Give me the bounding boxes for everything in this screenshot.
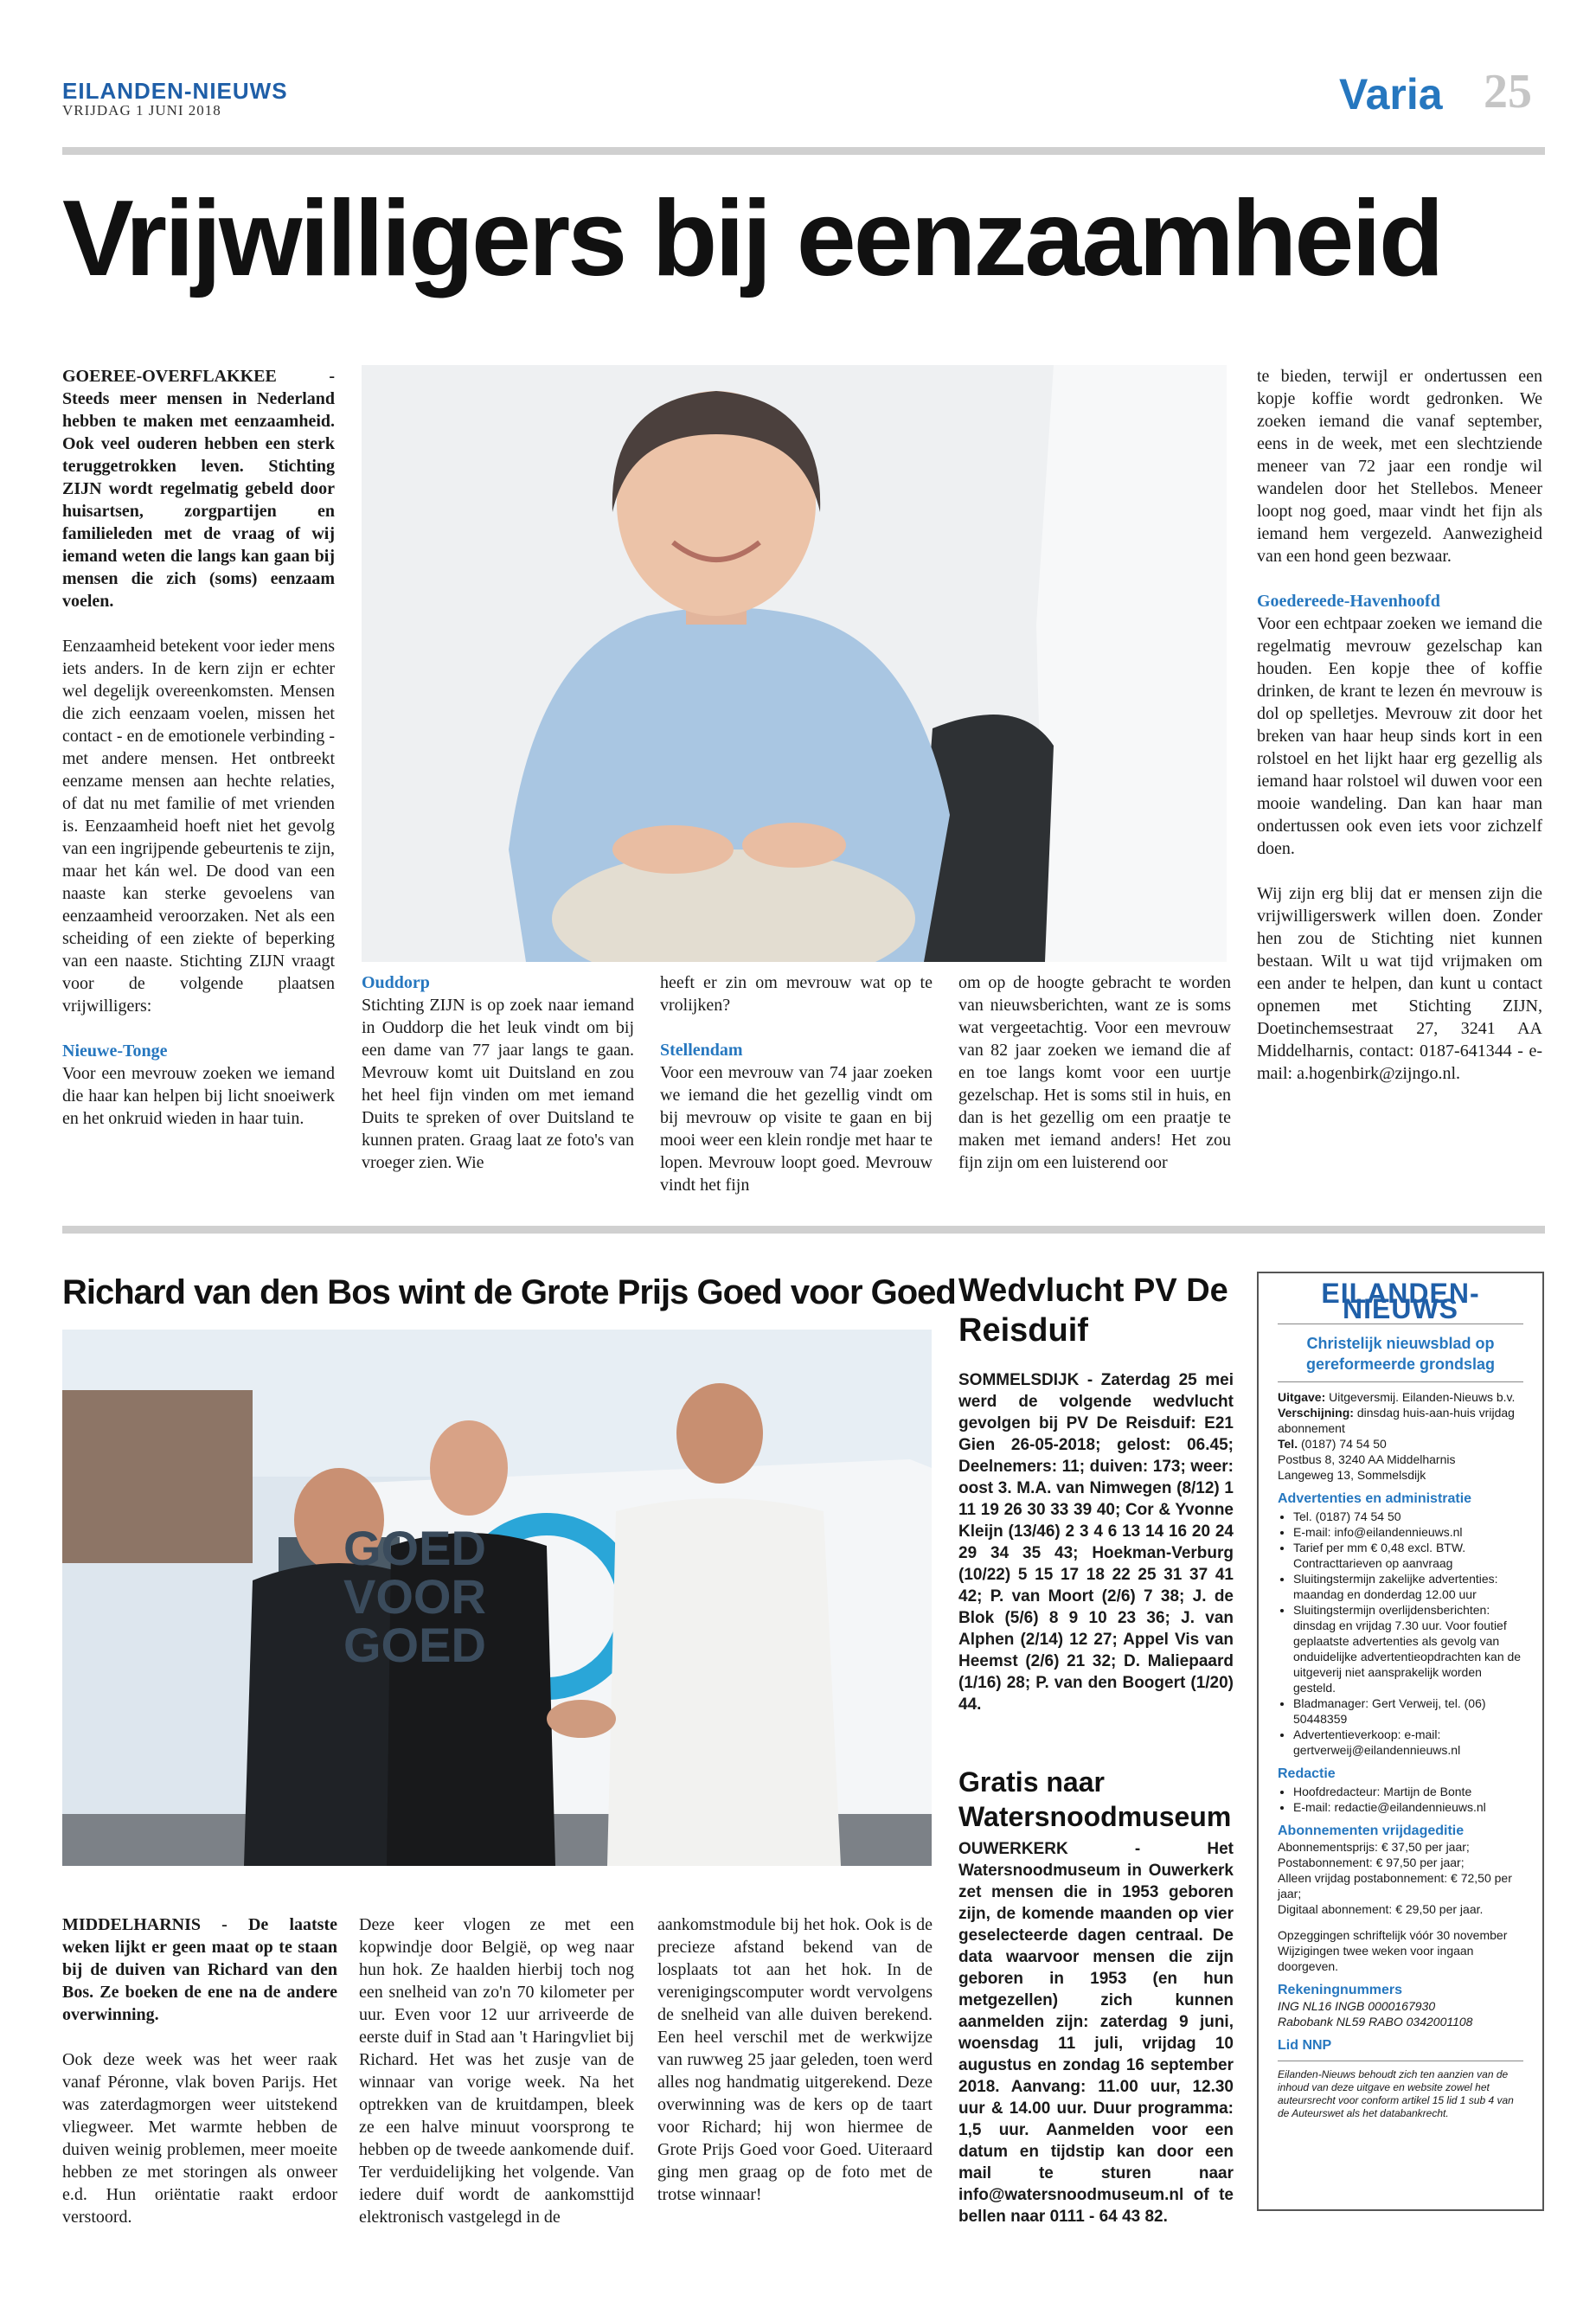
article4-body: OUWERKERK - Het Watersnoodmuseum in Ouwerkerk zet mensen die in 1953 geboren zijn, de komende maanden op vier geselecteerde dagen centraal. De data waarvoor mensen die zijn geboren in 1953 (en hun metgezellen) zich kunnen aanmelden zijn: zaterdag 9 juni, woensdag 11 juli, vrijdag 10 augustus en zondag 16 september 2018. Aanvang: 11.00 uur, 12.30 uur & 14.00 uur. Duur programma: 1,5 uur. Aanmelden voor een datum en tijdstip kan door een mail te sturen naar info@watersnoodmuseum.nl of te bellen naar 0111 - 64 43 82. [958,1840,1234,2226]
article1-lede: GOEREE-OVERFLAKKEE - Steeds meer mensen in Nederland hebben te maken met eenzaamheid. Ook veel ouderen hebben een sterk teruggetrokken leven. Stichting ZIJN wordt regelmatig gebeld door huisartsen, zorgpartijen en familieleden met de vraag of wij iemand weten die langs kan gaan bij mensen die zich (soms) eenzaam voelen. [62,367,335,611]
redactie-item: • E-mail: redactie@eilandennieuws.nl [1293,1799,1523,1815]
uitgave-label: Uitgave: [1278,1390,1326,1404]
address-line-2: Langeweg 13, Sommelsdijk [1278,1468,1426,1482]
tel-label: Tel. [1278,1437,1298,1451]
article2-headline: Richard van den Bos wint de Grote Prijs Goed voor Goed [62,1273,956,1311]
article1-body: Eenzaamheid betekent voor ieder mens iets anders. In de kern zijn er echter wel degelijk overeenkomsten. Mensen die zich eenzaam voelen, missen het contact - en de emotionele verbinding - met andere mensen. Het ontbreekt eenzame mensen aan hechte relaties, of dat nu met familie of met vrienden is. Eenzaamheid hoeft niet het gevolg van een ingrijpende gebeurtenis te zijn, maar het kán wel. De dood van een naaste kan sterke gevoelens van eenzaamheid veroorzaken. Net als een scheiding of een ziekte of beperking van een naaste. Stichting ZIJN vraagt voor de volgende plaatsen vrijwilligers: [62,637,335,1016]
article2-body-3: aankomstmodule bij het hok. Ook is de precieze afstand bekend van de losplaats tot aan het hok. In de verenigingscomputer wordt vervolgens de snelheid van alle duiven berekend. Een heel verschil met de werkwijze van ruwweg 25 jaar geleden, toen werd alles nog handmatig uitgerekend. Deze overwinning was de kers op de taart voor Richard; hij won hiermee de Grote Prijs Goed voor Goed. Uiteraard ging men graag op de foto met de trotse winnaar! [657,1915,933,2204]
adv-list [1278,1509,1523,1758]
adv-item: • Tel. (0187) 74 54 50 [1293,1509,1523,1524]
article3-body: SOMMELSDIJK - Zaterdag 25 mei werd de volgende wedvlucht gevolgen bij PV De Reisduif: E21 Gien 26-05-2018; gelost: 06.45; Deelnemers: 11; duiven: 173; weer: oost 3. M.A. van Nimwegen (8/12) 1 11 19 26 30 33 39 40; Cor & Yvonne Kleijn (13/46) 2 3 4 6 13 14 16 20 24 29 34 35 43; Hoekman-Verburg (10/22) 5 15 17 18 22 25 31 37 41 42; P. van Moort (2/6) 7 38; J. de Blok (5/6) 8 9 10 23 36; J. van Alphen (2/14) 12 27; Appel Vis van Heemst (2/6) 21 32; D. Maliepaard (1/16) 28; P. van den Boogert (1/20) 44. [958,1371,1234,1714]
adv-item: • Advertentieverkoop: e-mail: gertverweij@eilandennieuws.nl [1293,1727,1523,1758]
tel-value: (0187) 74 54 50 [1300,1437,1387,1451]
middle-rule [62,1226,1545,1234]
van-word-2: VOOR [343,1569,486,1624]
subhead-goedereede-havenhoofd: Goedereede-Havenhoofd [1257,592,1440,611]
article1-col3-text1: heeft er zin om mevrouw wat op te vrolijken? [660,973,933,1015]
redactie-title: Redactie [1278,1766,1336,1781]
article-headline: Vrijwilligers bij eenzaamheid [62,179,1442,298]
article1-col5-text1: te bieden, terwijl er ondertussen een kopje koffie wordt gedronken. We zoeken iemand die vanaf september, eens in de week, met een slechtziende meneer van 72 jaar een rondje wil wandelen door het Stellebos. Meneer loopt nog goed, maar vindt het fijn als iemand hem vergezeld. Aanwezigheid van een hond geen bezwaar. [1257,367,1542,566]
page-number: 25 [1484,65,1532,119]
van-word-3: GOED [343,1618,486,1672]
adv-item: • Sluitingstermijn overlijdensberichten: dinsdag en vrijdag 7.30 uur. Voor foutief geplaatste advertenties als gevolg van onduidelijke advertentieopdrachten kan de uitgeverij niet aansprakelijk worden gesteld. [1293,1602,1523,1695]
article2-lede: MIDDELHARNIS - De laatste weken lijkt er geen maat op te staan bij de duiven van Richard van den Bos. Ze boeken de ene na de andere overwinning. [62,1915,337,2024]
abo-note: Wijzigingen twee weken voor ingaan doorgeven. [1278,1944,1474,1973]
redactie-list [1278,1784,1523,1815]
photo-pigeon-winners [62,1330,932,1866]
verschijning-label: Verschijning: [1278,1406,1354,1420]
article1-nieuwe-tonge-text: Voor een mevrouw zoeken we iemand die haar kan helpen bij licht snoeiwerk en het onkruid wieden in haar tuin. [62,1064,335,1128]
article1-column-1 [62,365,335,1152]
address-line-1: Postbus 8, 3240 AA Middelharnis [1278,1452,1456,1466]
abo-note: Opzeggingen schriftelijk vóór 30 november [1278,1928,1508,1942]
verschijning-value: dinsdag huis-aan-huis vrijdag abonnement [1278,1406,1515,1435]
article1-column-2 [362,971,634,1196]
section-label: Varia [1339,70,1443,119]
adv-item: • Sluitingstermijn zakelijke advertenties: maandag en donderdag 12.00 uur [1293,1571,1523,1602]
abo-line: Abonnementsprijs: € 37,50 per jaar; [1278,1840,1470,1854]
colophon-tagline: Christelijk nieuwsblad op gereformeerde grondslag [1305,1335,1496,1373]
article2-column-2 [359,1913,634,2251]
rekening-title: Rekeningnummers [1278,1983,1403,1997]
article2-body-1: Ook deze week was het weer raak vanaf Péronne, vlak boven Parijs. Het was zaterdagmorgen weer uitstekend vliegweer. Met warmte hebben de duiven weinig problemen, meer moeite hebben ze met storingen als onweer e.d. Hun oriëntatie raakt erdoor verstoord. [62,2050,337,2227]
abonnementen-title: Abonnementen vrijdageditie [1278,1823,1465,1838]
rekening-line: ING NL16 INGB 0000167930 [1278,1999,1436,2013]
article3-headline: Wedvlucht PV De Reisduif [958,1272,1228,1349]
abo-line: Alleen vrijdag postabonnement: € 72,50 per jaar; [1278,1871,1512,1900]
adv-item: • Tarief per mm € 0,48 excl. BTW. Contracttarieven op aanvraag [1293,1540,1523,1571]
adv-title: Advertenties en administratie [1278,1491,1472,1506]
van-word-1: GOED [343,1521,486,1575]
colophon-logo: EILANDEN-NIEUWS [1321,1278,1480,1324]
subhead-nieuwe-tonge: Nieuwe-Tonge [62,1042,168,1061]
subhead-ouddorp: Ouddorp [362,973,430,992]
article1-column-3 [660,971,933,1219]
lid-nnp: Lid NNP [1278,2038,1332,2053]
article1-col4-text: om op de hoogte gebracht te worden van nieuwsberichten, want ze is soms wat vergeetachtig. Voor een mevrouw van 82 jaar zoeken we iemand die af en toe langs komt voor een uurtje gezelschap. Het is soms stil in huis, en dan is het gezellig om een praatje te maken met iemand anders! Het zou fijn zijn om een luisterend oor [958,973,1231,1172]
article1-goedereede-text: Voor een echtpaar zoeken we iemand die regelmatig mevrouw gezelschap kan houden. Een kopje thee of koffie drinken, de krant te lezen én mevrouw is dol op spelletjes. Mevrouw zit door het breken van haar heup sinds kort in een rolstoel en het lijkt haar erg gezellig als iemand haar rolstoel wil duwen voor een mooie wandeling. Dan kan haar man ondertussen ook even iets voor zichzelf doen. [1257,614,1542,858]
adv-item: • Bladmanager: Gert Verweij, tel. (06) 50448359 [1293,1695,1523,1727]
van-lettering [343,1521,486,1672]
masthead-logo: EILANDEN-NIEUWS [62,78,288,104]
article4-headline: Gratis naar Watersnoodmuseum [958,1766,1232,1832]
adv-item: • E-mail: info@eilandennieuws.nl [1293,1524,1523,1540]
article2-body-2: Deze keer vlogen ze met een kopwindje door België, op weg naar hun hok. Ze haalden hierbij toch nog een snelheid van zo'n 70 kilometer per uur. Even voor 12 uur arriveerde de eerste duif in Stad aan 't Haringvliet bij Richard. Het was het zusje van de winnaar van vorige week. Na het optrekken van de kruitdampen, bleek ze een halve minuut voorsprong te hebben op de tweede aankomende duif. Ter verduidelijking het volgende. Van iedere duif wordt de aankomsttijd elektronisch vastgelegd in de [359,1915,634,2227]
article1-stellendam-text: Voor een mevrouw van 74 jaar zoeken we iemand die het gezellig vindt om bij mevrouw op visite te gaan en bij mooi weer een klein rondje met haar te lopen. Mevrouw loopt goed. Mevrouw vindt het fijn [660,1063,933,1195]
colophon-box [1257,1272,1544,2211]
redactie-item: • Hoofdredacteur: Martijn de Bonte [1293,1784,1523,1799]
article1-column-5 [1257,365,1542,1107]
article2-column-3 [657,1913,933,2228]
article1-contact-text: Wij zijn erg blij dat er mensen zijn die vrijwilligerswerk willen doen. Zonder hen zou de Stichting niet kunnen bestaan. Wilt u wat tijd vrijmaken om een ander te helpen, dan kunt u contact opnemen met Stichting ZIJN, Doetinchemsestraat 27, 3241 AA Middelharnis, contact: 0187-641344 - e-mail: a.hogenbirk@zijngo.nl. [1257,884,1542,1083]
copyright-disclaimer: Eilanden-Nieuws behoudt zich ten aanzien van de inhoud van deze uitgave en website zowel het auteursrecht voor conform artikel 15 lid 1 sub 4 van de Auteurswet als het databankrecht. [1278,2068,1514,2119]
abo-line: Postabonnement: € 97,50 per jaar; [1278,1856,1465,1869]
top-rule [62,147,1545,155]
article1-column-4 [958,971,1231,1196]
subhead-stellendam: Stellendam [660,1041,743,1060]
abo-line: Digitaal abonnement: € 29,50 per jaar. [1278,1902,1484,1916]
article2-column-1 [62,1913,337,2251]
issue-date: VRIJDAG 1 JUNI 2018 [62,102,221,119]
rekening-line: Rabobank NL59 RABO 0342001108 [1278,2015,1473,2029]
photo-elderly-woman [362,365,1227,962]
uitgave-value: Uitgeversmij. Eilanden-Nieuws b.v. [1329,1390,1516,1404]
article1-ouddorp-text: Stichting ZIJN is op zoek naar iemand in Ouddorp die het leuk vindt om bij een dame van 77 jaar langs te gaan. Mevrouw komt uit Duitsland en zou het heel fijn vinden om met iemand Duits te spreken of over Duitsland te kunnen praten. Graag laat ze foto's van vroeger zien. Wie [362,996,634,1172]
